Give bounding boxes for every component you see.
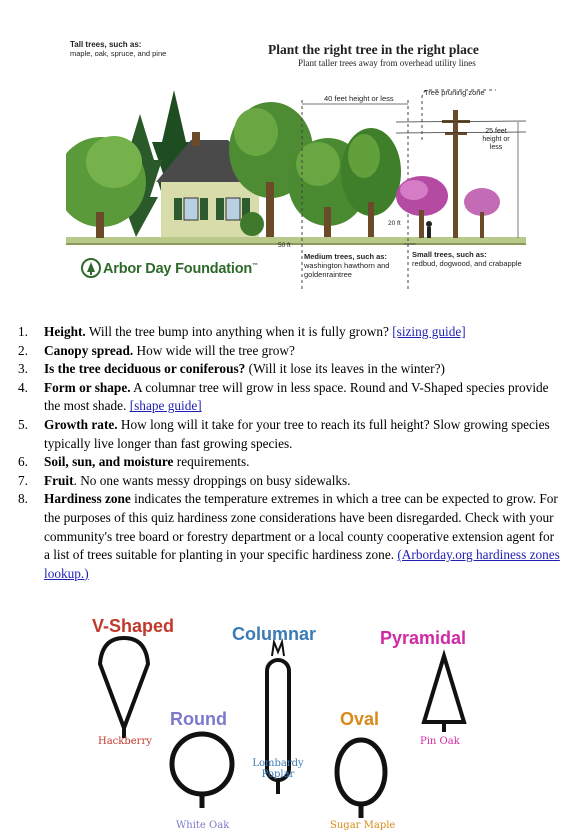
hackberry-label: Hackberry: [98, 736, 152, 747]
lombardy-poplar-label: [250, 758, 306, 780]
sugar-maple-label: Sugar Maple: [330, 820, 396, 831]
tall-trees-caption: [70, 40, 180, 58]
round-tree-drawing: [172, 734, 232, 808]
hardiness-zones-link[interactable]: (Arborday.org hardiness zones lookup.): [44, 547, 560, 581]
pyramidal-tree-drawing: [424, 656, 464, 732]
medium-trees-caption: [304, 252, 414, 279]
item-text: indicates the temperature extremes in which a tree can be expected to grow. For the purposes of this quiz hardiness zone considerations have been disregarded. Check with your community's tree board or forestry department or a local county cooperative extension agent for a list of trees suitable for planting in your specific hardiness zone.: [44, 491, 558, 563]
list-item: [18, 379, 563, 416]
oval-tree-drawing: [337, 740, 385, 818]
list-item: [18, 360, 563, 379]
medium-trees-list: washington hawthorn and goldenraintree: [304, 261, 390, 279]
item-term: Hardiness zone: [44, 491, 131, 507]
poplar-line: Poplar: [261, 769, 295, 780]
small-trees-list: redbud, dogwood, and crabapple: [412, 259, 522, 268]
tree-selection-criteria-list: [18, 323, 563, 583]
list-item: [18, 453, 563, 472]
list-item: [18, 472, 563, 491]
item-term: Is the tree deciduous or coniferous?: [44, 361, 246, 377]
item-text: How wide will the tree grow?: [133, 342, 295, 358]
round-label: Round: [170, 709, 227, 729]
tree-placement-infographic: [66, 32, 526, 294]
distance-50-label: 50 ft: [278, 242, 291, 249]
item-number: 7.: [18, 472, 28, 488]
tall-trees-list: maple, oak, spruce, and pine: [70, 49, 167, 58]
item-number: 2.: [18, 342, 28, 358]
list-item: [18, 416, 563, 453]
item-text: How long will it take for your tree to reach its full height? Slow growing species typically live longer than fast growing species.: [44, 416, 550, 451]
v-shaped-tree-drawing: [100, 638, 148, 738]
item-term: Height.: [44, 324, 86, 339]
pruning-zone-label: Tree pruning zone: [424, 88, 485, 97]
item-term: Growth rate.: [44, 416, 118, 432]
sizing-guide-link[interactable]: [sizing guide]: [392, 324, 466, 339]
item-text: (Will it lose its leaves in the winter?): [245, 361, 445, 377]
v-shaped-label: V-Shaped: [92, 616, 175, 636]
item-number: 4.: [18, 379, 28, 395]
item-text: Will the tree bump into anything when it is fully grown?: [85, 324, 393, 339]
infographic-subtitle: Plant taller trees away from overhead utility lines: [298, 58, 476, 68]
distance-20-label: 20 ft: [388, 220, 401, 227]
white-oak-label: White Oak: [176, 820, 230, 831]
item-term: Canopy spread.: [44, 342, 134, 358]
item-number: 1.: [18, 324, 28, 339]
logo-trademark: ™: [252, 263, 258, 270]
height-40-label: 40 feet height or less: [324, 94, 394, 103]
arbor-day-logo: [103, 261, 258, 277]
item-number: 8.: [18, 491, 28, 507]
item-term: Soil, sun, and moisture: [44, 454, 174, 470]
infographic-title: Plant the right tree in the right place: [268, 42, 479, 57]
tall-trees-heading: Tall trees, such as:: [70, 40, 142, 49]
item-text: requirements.: [173, 454, 250, 470]
columnar-label: Columnar: [232, 624, 317, 644]
item-term: Form or shape.: [44, 379, 131, 395]
list-item: [18, 323, 563, 342]
oval-label: Oval: [340, 709, 380, 729]
item-text: A columnar tree will grow in less space. Round and V-Shaped species provide the most shade.: [44, 379, 549, 414]
lombardy-line: Lombardy: [252, 758, 304, 769]
shape-guide-link[interactable]: [shape guide]: [129, 398, 202, 414]
item-number: 5.: [18, 416, 28, 432]
pin-oak-label: Pin Oak: [420, 736, 460, 747]
height-25-label: 25 feet height or less: [482, 128, 510, 151]
tree-shape-guide: [74, 608, 514, 832]
logo-text: Arbor Day Foundation: [103, 261, 253, 277]
item-number: 6.: [18, 454, 28, 470]
item-term: Fruit: [44, 472, 74, 488]
item-text: . No one wants messy droppings on busy sidewalks.: [73, 472, 351, 488]
small-trees-caption: [412, 250, 522, 268]
list-item: [18, 342, 563, 361]
item-number: 3.: [18, 361, 28, 377]
medium-trees-heading: Medium trees, such as:: [304, 252, 387, 261]
small-trees-heading: Small trees, such as:: [412, 250, 487, 259]
pyramidal-label: Pyramidal: [380, 628, 467, 648]
list-item: [18, 490, 563, 583]
